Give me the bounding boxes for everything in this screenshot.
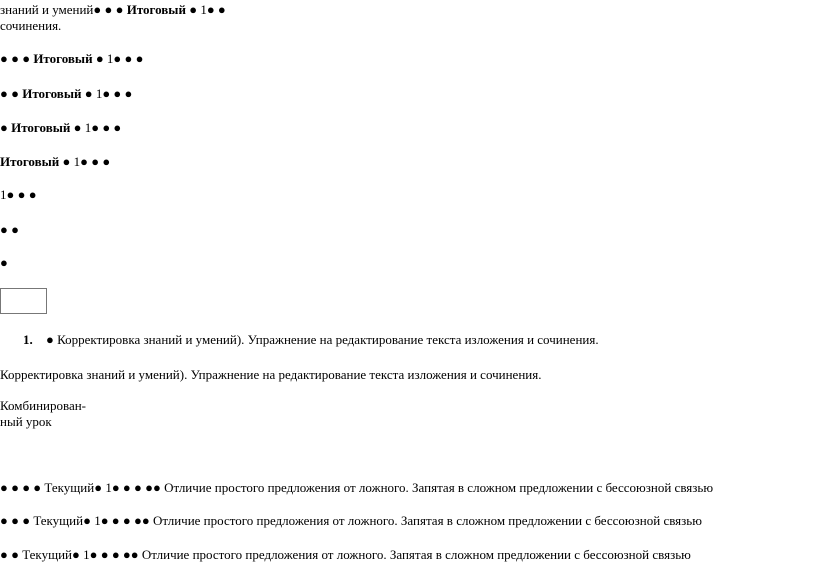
topic-text: Отличие простого предложения от ложного. Запятая в сложном предложении с бессоюзной связью [164, 480, 714, 495]
bullet-dot: ● [73, 120, 82, 135]
fragment-row-1 [0, 51, 143, 67]
bullet-dot: ● [62, 154, 71, 169]
bullet-dots: ● ● ● [93, 2, 124, 17]
fragment-text: знаний и умений [0, 2, 94, 17]
grade-type-label: Итоговый [33, 51, 93, 66]
topic-text: Отличие простого предложения от ложного. Запятая в сложном предложении с бессоюзной связью [141, 547, 691, 562]
bullet-dot: ● [94, 480, 103, 495]
bullet-dots: ● ● [0, 222, 19, 237]
hours-count: 1 [95, 86, 103, 101]
current-row-1 [0, 480, 713, 496]
current-row-3 [0, 547, 691, 563]
empty-cell-box [0, 288, 47, 314]
bullet-dots: ● ● ● ●● [111, 480, 161, 495]
hours-count: 1 [106, 51, 114, 66]
grade-type-label: Итоговый [22, 86, 82, 101]
hours-count: 1 [84, 120, 92, 135]
list-item-text: Корректировка знаний и умений). Упражнение на редактирование текста изложения и сочинения. [57, 332, 599, 347]
fragment-row-3 [0, 120, 121, 136]
hours-count: 1 [105, 480, 112, 495]
bullet-dot: ● [46, 332, 54, 347]
grade-type-label: Текущий [44, 480, 95, 495]
bullet-dots: ● ● ● [0, 51, 31, 66]
lesson-type-line-1: Комбинирован- [0, 398, 87, 413]
bullet-dot: ● [189, 2, 198, 17]
hours-count: 1 [73, 154, 81, 169]
bullet-dots: ● ● ● ●● [100, 513, 150, 528]
hours-count: 1 [200, 2, 207, 17]
grade-type-label: Итоговый [11, 120, 71, 135]
fragment-row-0 [0, 2, 226, 18]
bullet-dot: ● [84, 86, 93, 101]
lesson-type-line-2: ный урок [0, 414, 52, 429]
fragment-row-2 [0, 86, 132, 102]
bullet-dots: ● ● ● [0, 513, 31, 528]
bullet-dots: ● ● [0, 547, 19, 562]
bullet-dots: ● ● ● [6, 187, 37, 202]
hours-count: 1 [83, 547, 90, 562]
grade-type-label: Текущий [22, 547, 72, 562]
fragment-row-0b [0, 18, 61, 34]
grade-type-label: Итоговый [126, 2, 186, 17]
bullet-dots: ● ● ● [102, 86, 133, 101]
grade-type-label: Итоговый [0, 154, 60, 169]
bullet-dots: ● ● ● [80, 154, 111, 169]
bullet-dots: ● ● [0, 86, 19, 101]
topic-paragraph: Корректировка знаний и умений). Упражнение на редактирование текста изложения и сочинения. [0, 367, 542, 382]
hours-count: 1 [0, 187, 7, 202]
topic-text: Отличие простого предложения от ложного. Запятая в сложном предложении с бессоюзной связью [152, 513, 702, 528]
bullet-dot: ● [72, 547, 80, 562]
bullet-dots: ● ● ● ● [0, 480, 42, 495]
bullet-dot: ● [83, 513, 91, 528]
fragment-row-4 [0, 154, 110, 170]
bullet-dots: ● ● ● ●● [89, 547, 139, 562]
bullet-dot: ● [0, 255, 8, 270]
fragment-row-7 [0, 255, 8, 271]
bullet-dots: ● [0, 120, 8, 135]
current-row-2 [0, 513, 702, 529]
bullet-dots: ● ● ● [113, 51, 144, 66]
list-item-content [46, 332, 599, 348]
bullet-dot: ● [95, 51, 104, 66]
bullet-dots: ● ● ● [91, 120, 122, 135]
list-number: 1. [23, 332, 33, 347]
fragment-row-6 [0, 222, 19, 238]
fragment-text: сочинения. [0, 18, 62, 33]
bullet-dots: ● ● [206, 2, 226, 17]
fragment-row-5 [0, 187, 37, 203]
hours-count: 1 [94, 513, 101, 528]
grade-type-label: Текущий [33, 513, 84, 528]
